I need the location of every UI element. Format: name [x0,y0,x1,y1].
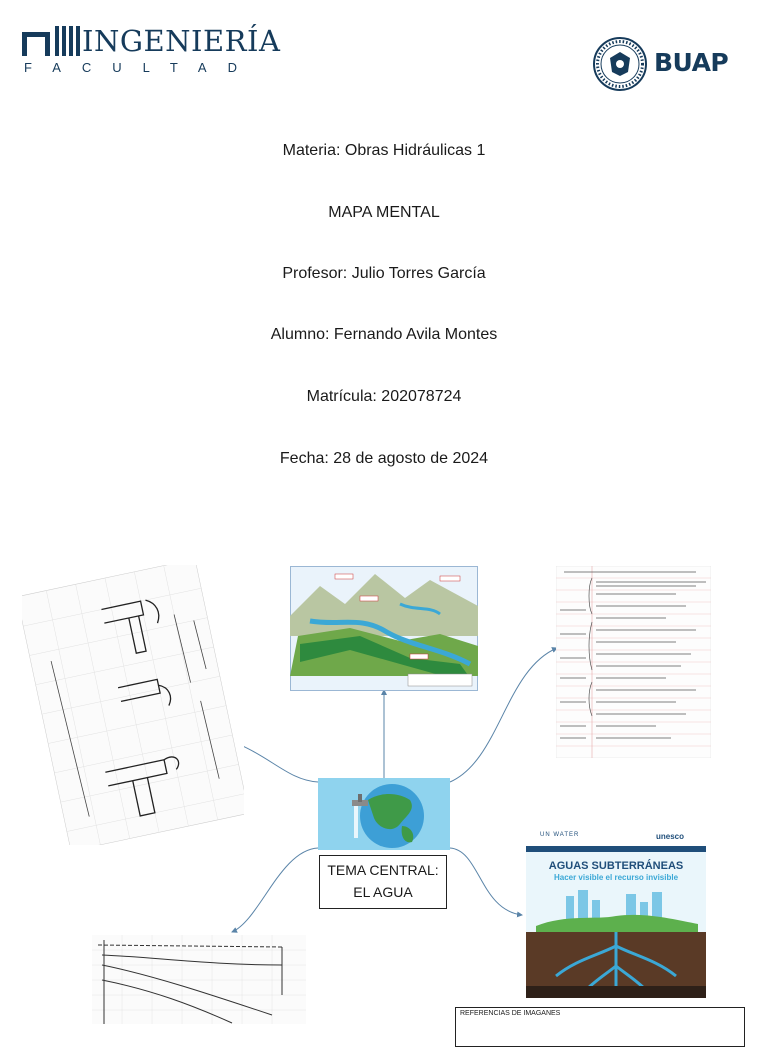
faculty-logo-title: INGENIERÍA [82,24,281,58]
groundwater-poster [526,830,706,998]
handwritten-notes-sheet [556,566,711,758]
professor-line: Profesor: Julio Torres García [282,265,486,282]
poster-illustration [526,886,706,998]
central-topic-value: EL AGUA [353,884,413,900]
document-type: MAPA MENTAL [328,204,440,221]
poster-subtitle: Hacer visible el recurso invisible [553,873,679,882]
hand-sketch-energy-line [92,935,306,1024]
poster-unesco-label: unesco [656,832,685,841]
subject-line: Materia: Obras Hidráulicas 1 [282,142,486,159]
poster-title: AGUAS SUBTERRÁNEAS [548,860,684,872]
university-logo-text: BUAP [654,48,729,77]
image-references-box [455,1007,745,1047]
student-line: Alumno: Fernando Avila Montes [270,326,498,343]
date-line: Fecha: 28 de agosto de 2024 [279,450,489,467]
central-globe-faucet-image [318,778,450,850]
connector-to-energy-sketch [232,848,318,932]
faculty-logo-subtitle: FACULTAD [24,60,258,75]
image-references-label: REFERENCIAS DE IMAGANES [460,1010,561,1017]
id-number-line: Matrícula: 202078724 [306,388,462,405]
central-topic-box [319,855,447,909]
central-topic-label: TEMA CENTRAL: [327,862,439,878]
poster-un-water-label: UN WATER [540,832,580,838]
hand-sketch-nozzles [22,565,244,845]
connector-to-poster [450,848,522,915]
watershed-illustration [290,566,478,691]
